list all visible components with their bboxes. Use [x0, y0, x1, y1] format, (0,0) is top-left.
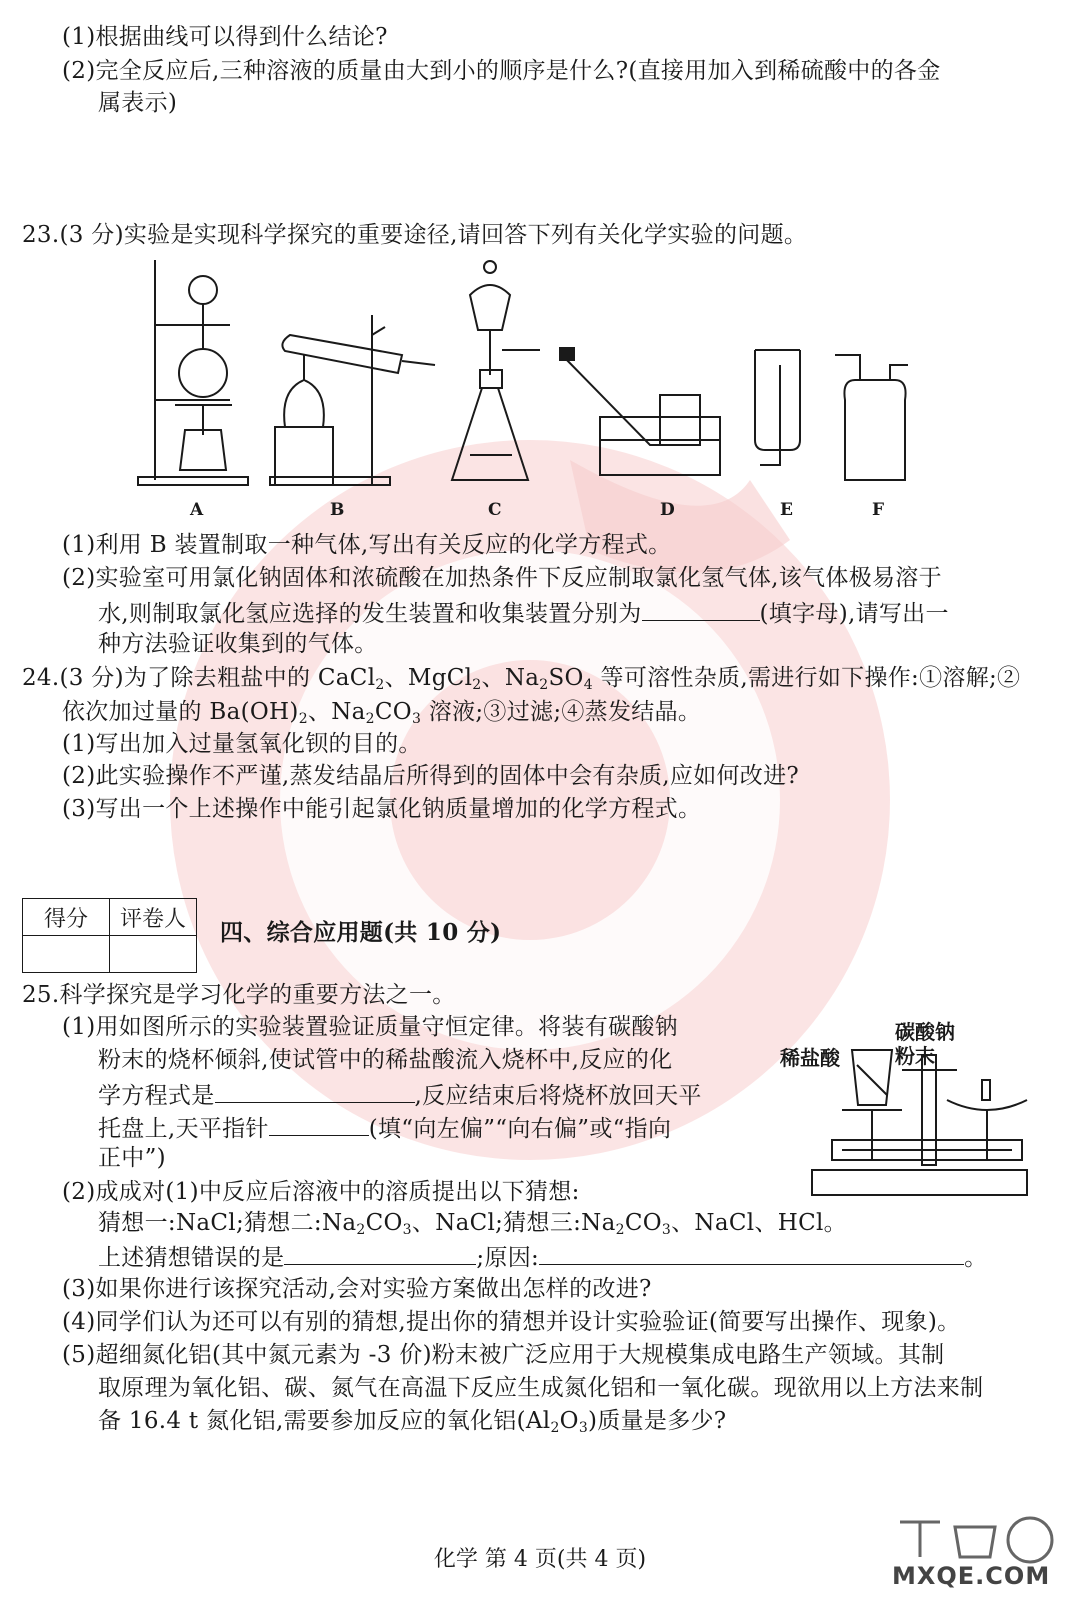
q25-sub1-line5: 正中”) [98, 1145, 166, 1171]
apparatus-d-icon [560, 348, 720, 475]
q25-sub3: (3)如果你进行该探究活动,会对实验方案做出怎样的改进? [62, 1276, 652, 1302]
q24-stem-line1: 24.(3 分)为了除去粗盐中的 CaCl$_2$、MgCl$_2$、$Na_2SO_4$ 等可溶性杂质,需进行如下操作:①溶解;② [22, 665, 1021, 693]
answer-blank [215, 1078, 415, 1103]
q25-sub2-line3: 上述猜想错误的是 ;原因: 。 [98, 1240, 987, 1273]
q25-sub1-line3: 学方程式是 ,反应结束后将烧杯放回天平 [98, 1078, 702, 1111]
q22-sub2-line2: 属表示) [98, 90, 178, 116]
q24-sub1: (1)写出加入过量氢氧化钡的目的。 [62, 731, 422, 757]
q25-guesses: 猜想一:NaCl;猜想二$:Na_2CO_3$、NaCl;猜想三$:Na_2CO_3$、NaCl、HCl。 [98, 1210, 847, 1238]
answer-blank [269, 1111, 369, 1136]
q22-sub1: (1)根据曲线可以得到什么结论? [62, 24, 388, 50]
score-header: 得分 [23, 899, 110, 936]
apparatus-label-c: C [488, 500, 502, 520]
balance-icon [812, 1050, 1027, 1195]
lab-apparatus-figure [130, 255, 930, 520]
q25-sub1-line1: (1)用如图所示的实验装置验证质量守恒定律。将装有碳酸钠 [62, 1014, 678, 1040]
q25-sub2-line1: (2)成成对(1)中反应后溶液中的溶质提出以下猜想: [62, 1179, 580, 1205]
grader-cell[interactable] [110, 936, 197, 973]
q23-sub2-line2: 水,则制取氯化氢应选择的发生装置和收集装置分别为 (填字母),请写出一 [98, 596, 949, 629]
q24-sub2: (2)此实验操作不严谨,蒸发结晶后所得到的固体中会有杂质,应如何改进? [62, 763, 800, 789]
apparatus-c-icon [452, 261, 540, 480]
q25-sub5-line1: (5)超细氮化铝(其中氮元素为 -3 价)粉末被广泛应用于大规模集成电路生产领域。其制 [62, 1342, 945, 1368]
apparatus-label-f: F [872, 500, 885, 520]
q25-stem: 25.科学探究是学习化学的重要方法之一。 [22, 982, 456, 1008]
apparatus-a-icon [138, 260, 248, 485]
site-logo-text: MXQE.COM [892, 1562, 1051, 1590]
q25-sub5-line3: 备 16.4 t 氮化铝,需要参加反应的氧化铝$(Al_2O_3)$质量是多少? [98, 1408, 727, 1436]
q23-sub1: (1)利用 B 装置制取一种气体,写出有关反应的化学方程式。 [62, 532, 672, 558]
apparatus-f-icon [835, 355, 908, 480]
q25-sub4: (4)同学们认为还可以有别的猜想,提出你的猜想并设计实验验证(简要写出操作、现象)。 [62, 1309, 961, 1335]
apparatus-b-icon [270, 315, 435, 485]
q24-sub3: (3)写出一个上述操作中能引起氯化钠质量增加的化学方程式。 [62, 796, 702, 822]
answer-blank [284, 1240, 476, 1265]
label-powder: 粉末 [895, 1044, 935, 1068]
label-dilute-hcl: 稀盐酸 [780, 1046, 840, 1070]
score-table [22, 898, 197, 973]
grader-header: 评卷人 [110, 899, 197, 936]
apparatus-label-e: E [780, 500, 793, 520]
q25-sub1-line4: 托盘上,天平指针 (填“向左偏”“向右偏”或“指向 [98, 1111, 671, 1144]
answer-blank [642, 596, 760, 621]
apparatus-label-b: B [330, 500, 345, 520]
label-sodium-carbonate: 碳酸钠 [895, 1020, 955, 1044]
q25-sub5-line2: 取原理为氧化铝、碳、氮气在高温下反应生成氮化铝和一氧化碳。现欲用以上方法来制 [98, 1375, 984, 1401]
apparatus-label-d: D [660, 500, 675, 520]
score-cell[interactable] [23, 936, 110, 973]
answer-blank [539, 1240, 964, 1265]
apparatus-e-icon [755, 350, 800, 465]
q24-stem-line2: 依次加过量的 $Ba(OH)_2$、$Na_2CO_3$ 溶液;③过滤;④蒸发结晶。 [62, 699, 702, 727]
q23-stem: 23.(3 分)实验是实现科学探究的重要途径,请回答下列有关化学实验的问题。 [22, 222, 808, 248]
section-four-title: 四、综合应用题(共 10 分) [220, 919, 502, 946]
q23-sub2-line1: (2)实验室可用氯化钠固体和浓硫酸在加热条件下反应制取氯化氢气体,该气体极易溶于 [62, 565, 942, 591]
q22-sub2-line1: (2)完全反应后,三种溶液的质量由大到小的顺序是什么?(直接用加入到稀硫酸中的各金 [62, 58, 941, 84]
q23-sub2-line3: 种方法验证收集到的气体。 [98, 631, 378, 657]
q25-sub1-line2: 粉末的烧杯倾斜,使试管中的稀盐酸流入烧杯中,反应的化 [98, 1047, 673, 1073]
page-footer: 化学 第 4 页(共 4 页) [433, 1547, 647, 1572]
apparatus-label-a: A [190, 500, 204, 520]
